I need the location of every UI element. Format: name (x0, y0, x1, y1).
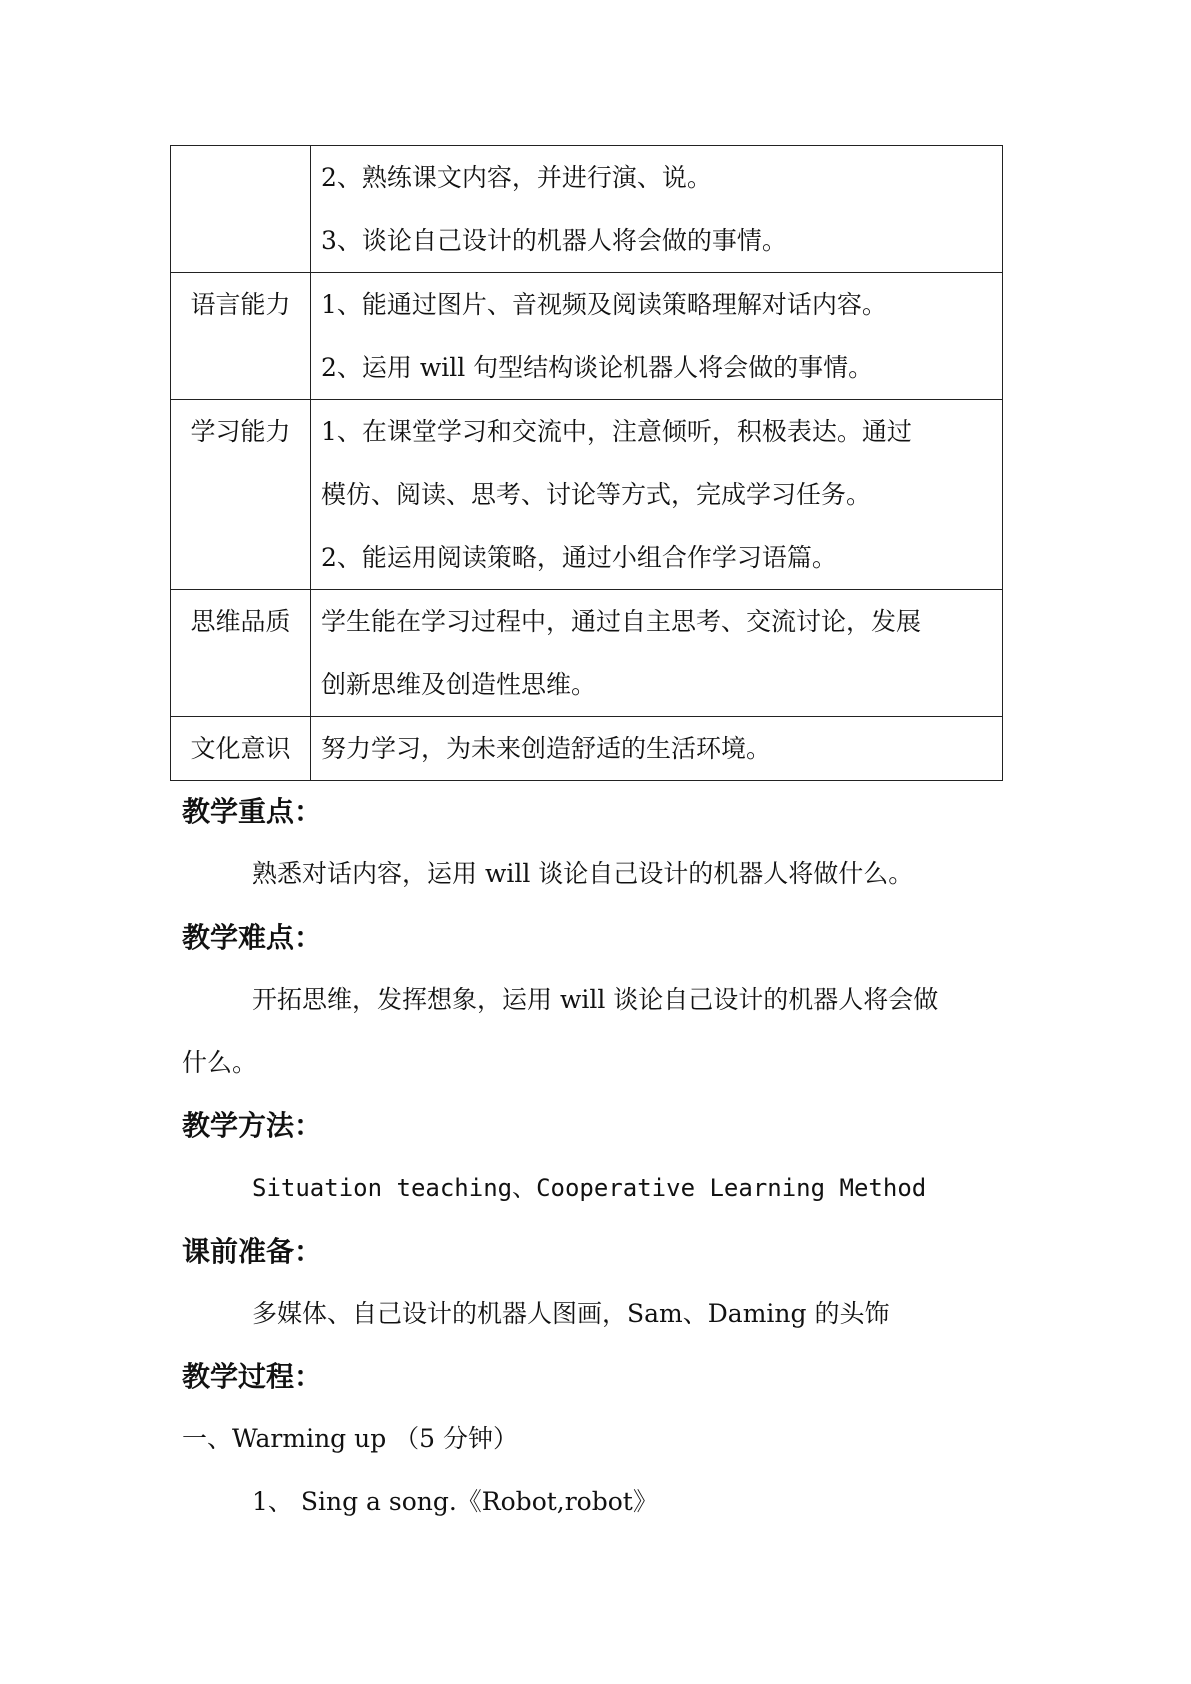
row-label: 语言能力 (171, 273, 311, 400)
teaching-goals-table (170, 145, 1003, 781)
difficulties-text-line2: 什么。 (182, 1048, 258, 1077)
content-line: 1、在课堂学习和交流中，注意倾听，积极表达。通过 (321, 417, 912, 446)
difficulties-heading: 教学难点： (182, 921, 323, 954)
content-line: 2、能运用阅读策略，通过小组合作学习语篇。 (321, 543, 837, 572)
content-line: 3、谈论自己设计的机器人将会做的事情。 (321, 226, 787, 255)
content-line: 努力学习，为未来创造舒适的生活环境。 (321, 734, 772, 763)
table-row (171, 273, 1003, 400)
content-line: 模仿、阅读、思考、讨论等方式，完成学习任务。 (321, 480, 872, 509)
methods-text: Situation teaching、Cooperative Learning Method (252, 1174, 927, 1202)
content-line: 创新思维及创造性思维。 (321, 670, 597, 699)
key-points-heading: 教学重点： (182, 795, 323, 828)
row-label: 文化意识 (171, 717, 311, 781)
process-step-item: 1、 Sing a song.《Robot,robot》 (252, 1487, 658, 1516)
row-label: 思维品质 (171, 590, 311, 717)
difficulties-text-line1: 开拓思维，发挥想象，运用 will 谈论自己设计的机器人将会做 (252, 985, 939, 1014)
content-line: 2、熟练课文内容，并进行演、说。 (321, 163, 712, 192)
row-content (311, 590, 1003, 717)
row-label: 学习能力 (171, 400, 311, 590)
table-row (171, 717, 1003, 781)
table-row (171, 146, 1003, 273)
preparation-text: 多媒体、自己设计的机器人图画，Sam、Daming 的头饰 (252, 1299, 890, 1328)
content-line: 2、运用 will 句型结构谈论机器人将会做的事情。 (321, 353, 874, 382)
row-content (311, 400, 1003, 590)
methods-heading: 教学方法： (182, 1109, 323, 1142)
process-heading: 教学过程： (182, 1360, 323, 1393)
process-step-title: 一、Warming up （5 分钟） (182, 1424, 519, 1453)
row-content (311, 146, 1003, 273)
content-line: 学生能在学习过程中，通过自主思考、交流讨论，发展 (321, 607, 922, 636)
row-content (311, 273, 1003, 400)
table-row (171, 590, 1003, 717)
row-content (311, 717, 1003, 781)
content-line: 1、能通过图片、音视频及阅读策略理解对话内容。 (321, 290, 887, 319)
row-label (171, 146, 311, 273)
preparation-heading: 课前准备： (182, 1235, 323, 1268)
key-points-text: 熟悉对话内容，运用 will 谈论自己设计的机器人将做什么。 (252, 859, 914, 888)
table-row (171, 400, 1003, 590)
